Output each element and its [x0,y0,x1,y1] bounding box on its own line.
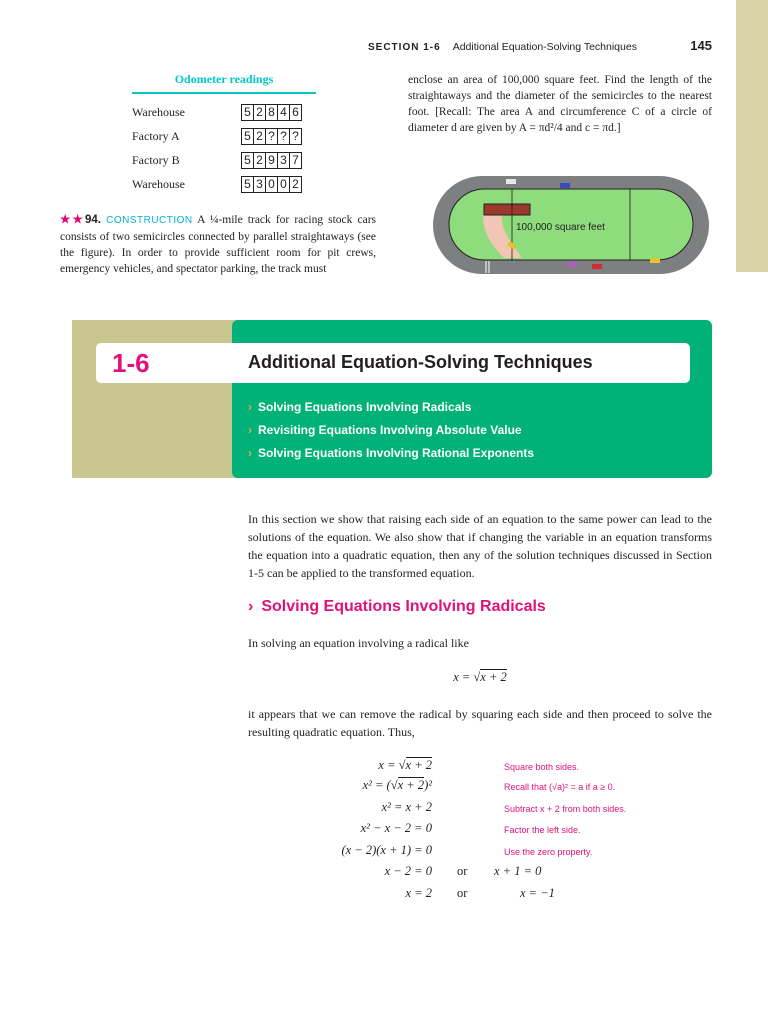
odometer-location: Warehouse [132,177,186,191]
difficulty-stars: ★★ [60,214,86,226]
odometer-digit: ? [277,128,289,145]
odometer-digit: 6 [289,104,302,121]
odometer-digit: 9 [265,152,277,169]
odometer-location: Factory B [132,153,180,167]
page-thumb-tab [736,0,768,272]
or-word: or [457,886,468,900]
odometer-digit: 5 [241,128,253,145]
odometer-digit: 5 [241,104,253,121]
odometer-row [132,104,312,121]
equation-step: x = 2 [405,886,432,900]
step-note: Factor the left side. [504,825,581,835]
equation-step: x² = x + 2 [381,800,432,814]
odometer-digit: ? [289,128,302,145]
equation-step: x + 1 = 0 [494,864,542,878]
chevron-right-icon: › [248,445,252,460]
subsection-heading [248,598,546,616]
grandstand [484,204,530,215]
car-icon [506,179,516,184]
page-number: 145 [690,38,712,53]
odometer-digit: 3 [253,176,265,193]
topic-label: Solving Equations Involving Rational Exponents [258,445,535,460]
paragraph: it appears that we can remove the radical by squaring each side and then proceed to solve the resulting quadratic equation. Thus, [248,707,712,739]
running-head-title: Additional Equation-Solving Techniques [452,41,637,53]
topic-item [248,395,534,418]
odometer-digit: ? [265,128,277,145]
equation-step: x² − x − 2 = 0 [360,821,432,835]
paragraph: In solving an equation involving a radical like [248,636,469,650]
odometer-digit: 2 [253,128,265,145]
problem-text: A ¼-mile track for racing stock cars consists of two semicircles connected by parallel straightaways (see the figure). In order to provide sufficient room for pit crews, emergency vehicles, and spectator parking, the track must [60,214,376,275]
topic-item [248,441,534,464]
odometer-title: Odometer readings [174,72,274,86]
topic-label: Revisiting Equations Involving Absolute Value [258,422,522,437]
odometer-digit: 0 [265,176,277,193]
odometer-digits [241,176,302,193]
running-head-section: SECTION 1-6 [368,42,441,53]
car-icon [567,262,577,267]
odometer-row [132,176,312,193]
odometer-rule [132,92,316,94]
car-icon [560,183,570,188]
odometer-digits [241,104,302,121]
problem-94-continued: enclose an area of 100,000 square feet. Find the length of the straightaways and the diameter of the semicircles to the nearest foot. [Recall: The area A and circumference C of a circle of diameter d are given by A = πd²/4 and c = πd.] [408,74,712,134]
race-track-figure [432,174,710,276]
chevron-right-icon: › [248,598,254,615]
chevron-right-icon: › [248,399,252,414]
odometer-row [132,152,312,169]
odometer-digit: 0 [277,176,289,193]
section-title: Additional Equation-Solving Techniques [248,352,593,372]
topic-item [248,418,534,441]
equation-step: (x − 2)(x + 1) = 0 [341,843,432,857]
problem-tag: CONSTRUCTION [106,215,193,226]
section-number: 1-6 [112,348,150,378]
step-note: Subtract x + 2 from both sides. [504,804,627,814]
section-topics [248,395,534,464]
running-head [368,38,712,53]
odometer-digit: 2 [253,152,265,169]
subsection-title: Solving Equations Involving Radicals [261,598,546,615]
odometer-digit: 5 [241,176,253,193]
step-note: Use the zero property. [504,847,593,857]
equation-step: x − 2 = 0 [384,864,432,878]
odometer-digit: 8 [265,104,277,121]
odometer-digits [241,128,302,145]
area-label: 100,000 square feet [516,222,605,233]
odometer-digit: 2 [289,176,302,193]
odometer-digit: 4 [277,104,289,121]
equation-step: x² = (√x + 2)² [362,778,432,792]
odometer-digit: 5 [241,152,253,169]
step-note: Recall that (√a)² = a if a ≥ 0. [504,782,616,792]
odometer-digit: 2 [253,104,265,121]
odometer-digit: 7 [289,152,302,169]
equation-step: x = √x + 2 [378,758,432,772]
car-icon [650,258,660,263]
odometer-digits [241,152,302,169]
odometer-digit: 3 [277,152,289,169]
chevron-right-icon: › [248,422,252,437]
step-note: Square both sides. [504,762,580,772]
topic-label: Solving Equations Involving Radicals [258,399,472,414]
problem-number: 94. [85,214,102,226]
odometer-row [132,128,312,145]
intro-paragraph: In this section we show that raising each side of an equation to the same power can lead to the solutions of the equation. We also show that if changing the variable in an equation transforms the equation into a quadratic equation, then any of the solution techniques discussed in Section 1-5 can be applied to the transformed equation. [248,512,712,580]
car-icon [592,264,602,269]
or-word: or [457,864,468,878]
odometer-location: Warehouse [132,105,186,119]
problem-94 [60,212,376,277]
display-equation: x = √x + 2 [453,670,507,684]
odometer-location: Factory A [132,129,180,143]
equation-step: x = −1 [520,886,555,900]
